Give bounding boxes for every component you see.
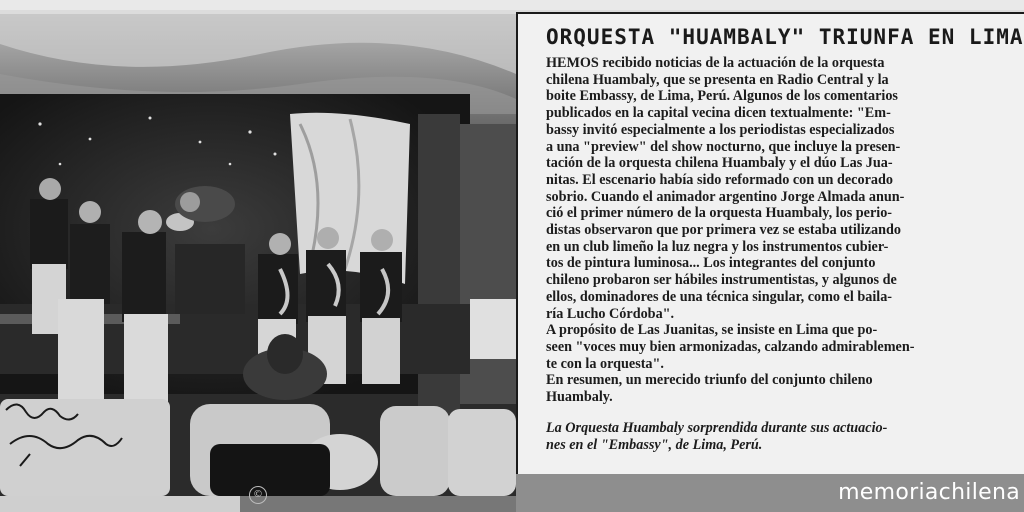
body-line: ría Lucho Córdoba". [546,305,675,322]
photo-caption [546,420,1024,454]
body-line: sobrio. Cuando el animador argentino Jorge Almada anun- [546,188,905,205]
watermark: memoriachilena [838,480,1020,505]
body-line: boite Embassy, de Lima, Perú. Algunos de los comentarios [546,88,898,105]
body-line: ció el primer número de la orquesta Huambaly, los perio- [546,205,893,222]
body-line: chilena Huambaly, que se presenta en Radio Central y la [546,71,889,88]
orchestra-photo [0,14,516,496]
body-line: seen "voces muy bien armonizadas, calzando admirablemen- [546,338,915,355]
body-line: En resumen, un merecido triunfo del conjunto chileno [546,372,873,389]
caption-line: La Orquesta Huambaly sorprendida durante sus actuacio- [546,420,888,436]
body-line: publicados en la capital vecina dicen textualmente: "Em- [546,105,891,122]
body-line: Huambaly. [546,389,613,406]
body-line: ellos, dominadores de una técnica singular, como el baila- [546,288,893,305]
caption-line: nes en el "Embassy", de Lima, Perú. [546,437,763,453]
body-line: tación de la orquesta chilena Huambaly y el dúo Las Jua- [546,155,893,172]
article-headline: ORQUESTA "HUAMBALY" TRIUNFA EN LIMA [546,25,1024,49]
body-line: en un club limeño la luz negra y los instrumentos cubier- [546,238,889,255]
body-line: tos de pintura luminosa... Los integrantes del conjunto [546,255,876,272]
article-body [546,55,1024,406]
top-strip [0,0,1024,10]
body-line: A propósito de Las Juanitas, se insiste en Lima que po- [546,322,878,339]
orchestra-photo-graphic [0,14,516,496]
article-column [516,12,1024,474]
body-line: HEMOS recibido noticias de la actuación de la orquesta [546,55,885,71]
body-line: chileno probaron ser hábiles instrumentistas, y algunos de [546,272,897,289]
body-line: nitas. El escenario había sido reformado con un decorado [546,171,893,188]
body-line: bassy invitó especialmente a los periodistas especializados [546,121,895,138]
bottom-dark-strip [240,496,516,512]
body-line: te con la orquesta". [546,355,664,372]
copyright-icon: © [249,486,267,504]
body-line: distas observaron que por primera vez se estaba utilizando [546,222,901,239]
body-line: a una "preview" del show nocturno, que incluye la presen- [546,138,901,155]
